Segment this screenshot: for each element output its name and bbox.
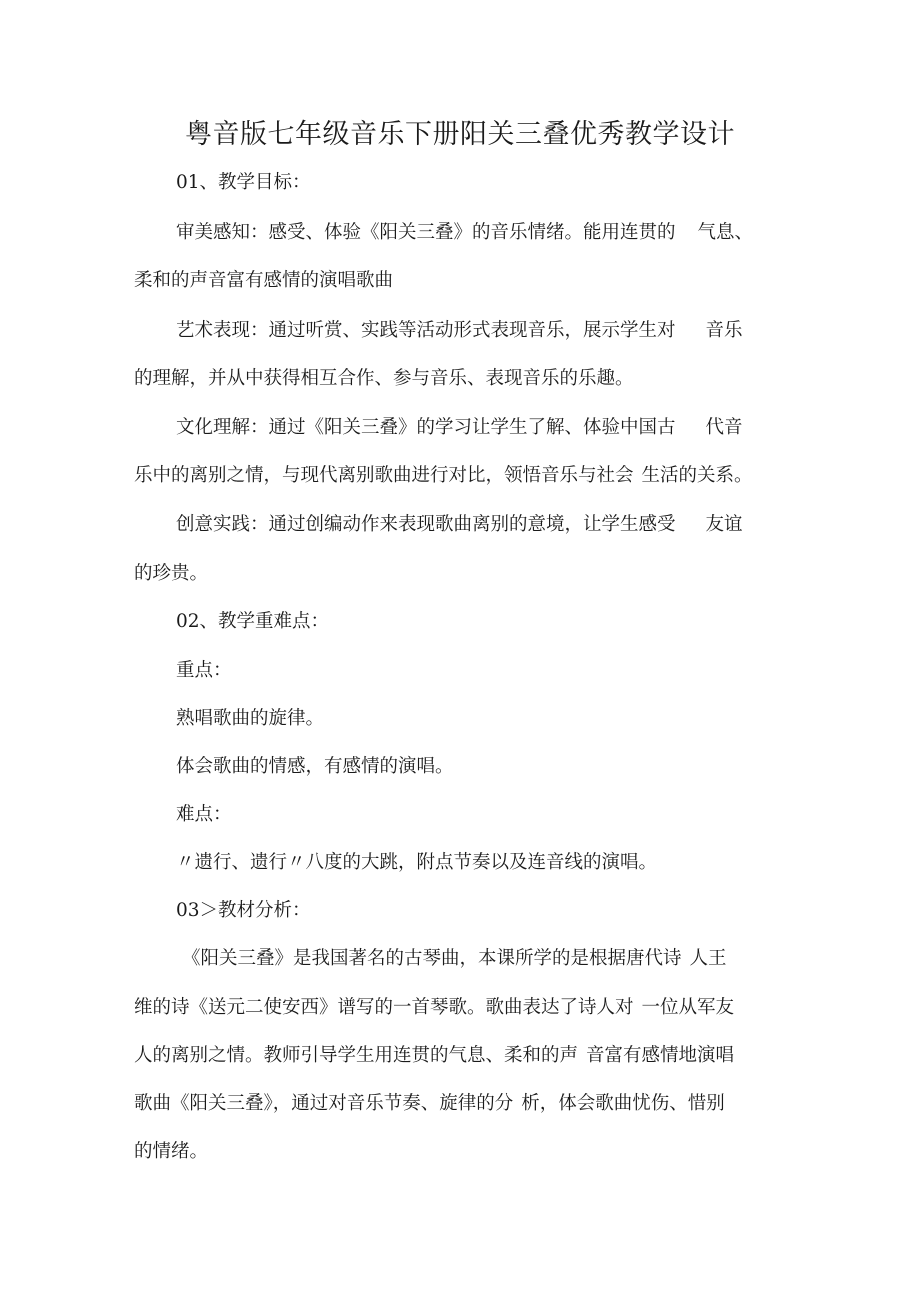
paragraph-line — [134, 463, 753, 489]
paragraph-line — [182, 946, 727, 972]
text-segment: 乐中的离别之情，与现代离别歌曲进行对比，领悟音乐与社会 — [134, 465, 634, 486]
paragraph-line: 的珍贵。 — [134, 563, 209, 584]
list-item: 体会歌曲的情感，有感情的演唱。 — [176, 756, 454, 777]
text-segment: 人的离别之情。教师引导学生用连贯的气息、柔和的声 — [134, 1045, 579, 1066]
paragraph-line — [134, 995, 734, 1021]
text-segment: 析，体会歌曲忧伤、惜别 — [521, 1093, 725, 1114]
text-segment: 代音 — [705, 417, 743, 438]
text-segment: 人王 — [689, 948, 727, 969]
paragraph-line — [176, 415, 743, 441]
key-label: 重点： — [176, 660, 232, 681]
section-heading-material: 03＞教材分析： — [176, 900, 311, 921]
text-segment: 一位从军友 — [641, 997, 735, 1018]
text-segment: 《阳关三叠》是我国著名的古琴曲，本课所学的是根据唐代诗 — [182, 948, 682, 969]
paragraph-line: 的理解，并从中获得相互合作、参与音乐、表现音乐的乐趣。 — [134, 368, 634, 389]
difficulty-label: 难点： — [176, 804, 232, 825]
section-heading-key-points: 02、教学重难点： — [176, 611, 330, 632]
text-segment: 维的诗《送元二使安西》谱写的一首琴歌。歌曲表达了诗人对 — [134, 997, 634, 1018]
page-title: 粤音版七年级音乐下册阳关三叠优秀教学设计 — [185, 119, 735, 150]
text-segment: 文化理解：通过《阳关三叠》的学习让学生了解、体验中国古 — [176, 417, 676, 438]
text-segment: 音乐 — [705, 320, 743, 341]
section-heading-objectives: 01、教学目标： — [176, 172, 311, 193]
paragraph-line — [176, 512, 743, 538]
text-segment: 创意实践：通过创编动作来表现歌曲离别的意境，让学生感受 — [176, 514, 676, 535]
text-segment: 歌曲《阳关三叠》，通过对音乐节奏、旋律的分 — [134, 1093, 514, 1114]
paragraph-line — [176, 220, 753, 246]
paragraph-line: 的情绪。 — [134, 1141, 209, 1162]
text-segment: 艺术表现：通过听赏、实践等活动形式表现音乐，展示学生对 — [176, 320, 676, 341]
paragraph-line: 柔和的声音富有感情的演唱歌曲 — [134, 270, 394, 291]
list-item: 〃遗行、遗行〃八度的大跳，附点节奏以及连音线的演唱。 — [176, 852, 658, 873]
paragraph-line — [134, 1043, 734, 1069]
text-segment: 气息、 — [697, 222, 754, 243]
text-segment: 友谊 — [705, 514, 743, 535]
text-segment: 生活的关系。 — [641, 465, 753, 486]
paragraph-line — [176, 318, 743, 344]
text-segment: 审美感知：感受、体验《阳关三叠》的音乐情绪。能用连贯的 — [176, 222, 676, 243]
text-segment: 音富有感情地演唱 — [586, 1045, 735, 1066]
list-item: 熟唱歌曲的旋律。 — [176, 708, 325, 729]
paragraph-line — [134, 1091, 725, 1117]
